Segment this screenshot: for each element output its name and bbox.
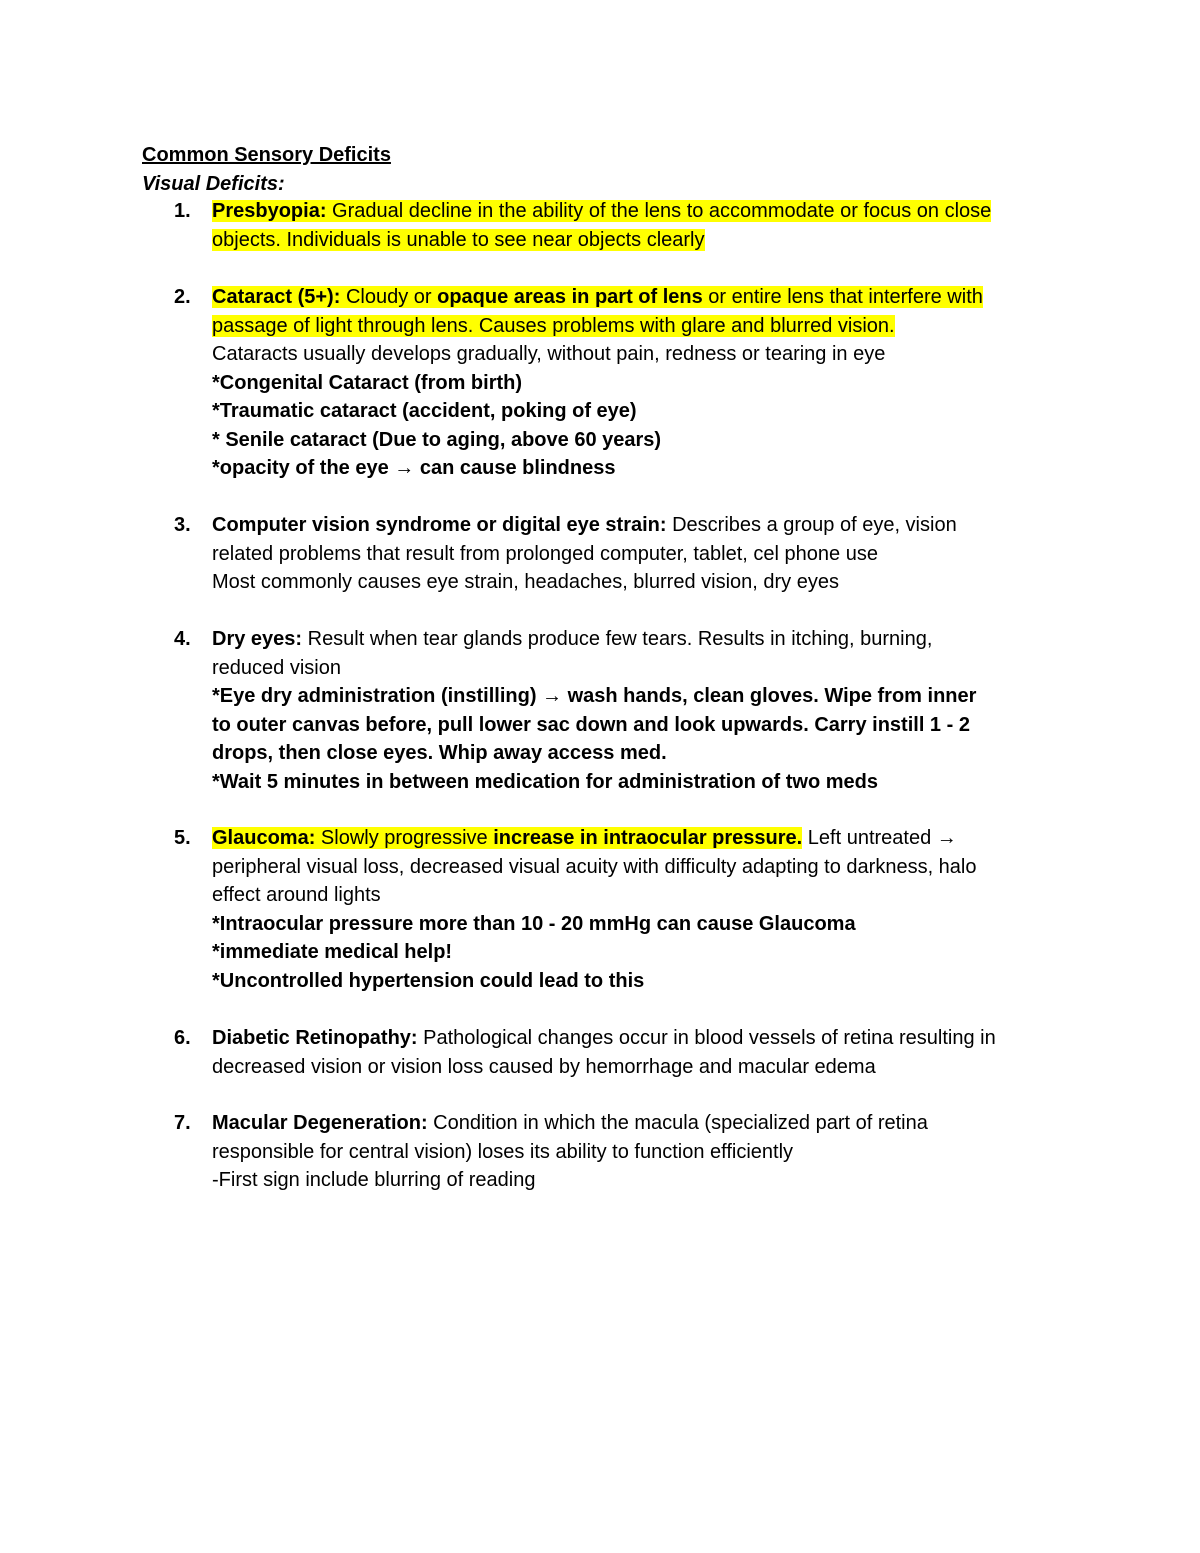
text-line [212, 938, 1072, 967]
section-heading: Visual Deficits: [142, 173, 285, 195]
text-line [212, 312, 1072, 341]
text-line [212, 910, 1072, 939]
list-item-body [212, 1024, 1072, 1081]
list-item-body [212, 197, 1072, 254]
bold-text: *Traumatic cataract (accident, poking of eye) [212, 400, 637, 422]
bold-text: increase in intraocular pressure. [493, 827, 803, 849]
text-run: Left untreated → [802, 827, 957, 849]
text-run: responsible for central vision) loses its ability to function efficiently [212, 1140, 794, 1163]
bold-text: *Eye dry administration (instilling) → wash hands, clean gloves. Wipe from inner [212, 685, 977, 707]
text-line [212, 340, 1072, 369]
bold-text: *Congenital Cataract (from birth) [212, 371, 523, 394]
text-line [212, 283, 1072, 312]
text-line [212, 824, 1072, 853]
text-line [212, 853, 1072, 882]
text-line [212, 454, 1072, 483]
text-line [212, 426, 1072, 455]
bold-text: Computer vision syndrome or digital eye strain: [212, 514, 667, 536]
text-run: passage of light through lens. Causes problems with glare and blurred vision. [212, 314, 895, 337]
text-run: reduced vision [212, 656, 341, 679]
text-line [212, 1024, 1072, 1053]
text-run: decreased vision or vision loss caused by hemorrhage and macular edema [212, 1055, 876, 1078]
bold-text: *Wait 5 minutes in between medication for administration of two meds [212, 770, 879, 793]
bold-text: * Senile cataract (Due to aging, above 60 years) [212, 428, 662, 451]
text-line [212, 881, 1072, 910]
text-line [212, 654, 1072, 683]
text-run: Result when tear glands produce few tears. Results in itching, burning, [302, 628, 933, 650]
document-title: Common Sensory Deficits [142, 144, 391, 166]
list-item-number: 7. [174, 1112, 191, 1134]
text-line [212, 511, 1072, 540]
text-line [212, 568, 1072, 597]
bold-text: Cataract (5+): [212, 286, 341, 308]
text-run: Slowly progressive [315, 827, 494, 849]
text-line [212, 739, 1072, 768]
text-run: objects. Individuals is unable to see near objects clearly [212, 228, 705, 251]
text-run: peripheral visual loss, decreased visual acuity with difficulty adapting to darkness, halo [212, 855, 977, 878]
text-line [212, 1166, 1072, 1195]
text-line [212, 369, 1072, 398]
bold-text: Macular Degeneration: [212, 1112, 428, 1134]
bold-text: *Uncontrolled hypertension could lead to this [212, 969, 645, 992]
text-run: Cloudy or [340, 286, 438, 308]
text-run: Pathological changes occur in blood vessels of retina resulting in [417, 1027, 996, 1049]
text-run: effect around lights [212, 884, 381, 906]
list-item-number: 5. [174, 827, 191, 849]
text-line [212, 540, 1072, 569]
list-item-body [212, 283, 1072, 483]
list-item-number: 4. [174, 628, 191, 650]
list-item-number: 1. [174, 200, 191, 222]
text-line [212, 768, 1072, 797]
text-run: Condition in which the macula (specialized part of retina [427, 1112, 928, 1134]
list-item-body [212, 824, 1072, 995]
text-line [212, 397, 1072, 426]
text-line [212, 1138, 1072, 1167]
bold-text: drops, then close eyes. Whip away access med. [212, 742, 667, 764]
bold-text: Presbyopia: [212, 200, 327, 222]
text-line [212, 625, 1072, 654]
list-item-number: 6. [174, 1027, 191, 1049]
list-item-body [212, 511, 1072, 597]
text-line [212, 1053, 1072, 1082]
bold-text: Dry eyes: [212, 628, 303, 650]
bold-text: *Intraocular pressure more than 10 - 20 mmHg can cause Glaucoma [212, 912, 856, 935]
text-line [212, 711, 1072, 740]
text-run: -First sign include blurring of reading [212, 1169, 536, 1191]
text-run: related problems that result from prolonged computer, tablet, cel phone use [212, 542, 878, 565]
bold-text: Diabetic Retinopathy: [212, 1027, 418, 1049]
list-item-body [212, 625, 1072, 796]
text-line [212, 967, 1072, 996]
text-run: Describes a group of eye, vision [666, 514, 957, 536]
list-item-number: 3. [174, 514, 191, 536]
text-line [212, 1109, 1072, 1138]
text-run: or entire lens that interfere with [702, 286, 983, 308]
bold-text: opaque areas in part of lens [437, 286, 703, 308]
list-item-number: 2. [174, 286, 191, 308]
bold-text: to outer canvas before, pull lower sac down and look upwards. Carry instill 1 - 2 [212, 713, 970, 736]
text-line [212, 197, 1072, 226]
list-item-body [212, 1109, 1072, 1195]
text-line [212, 226, 1072, 255]
bold-text: Glaucoma: [212, 827, 316, 849]
bold-text: *opacity of the eye → can cause blindness [212, 457, 616, 479]
text-line [212, 682, 1072, 711]
text-run: Most commonly causes eye strain, headaches, blurred vision, dry eyes [212, 571, 839, 593]
text-run: Gradual decline in the ability of the lens to accommodate or focus on close [326, 200, 992, 222]
bold-text: *immediate medical help! [212, 941, 453, 963]
text-run: Cataracts usually develops gradually, without pain, redness or tearing in eye [212, 343, 886, 365]
